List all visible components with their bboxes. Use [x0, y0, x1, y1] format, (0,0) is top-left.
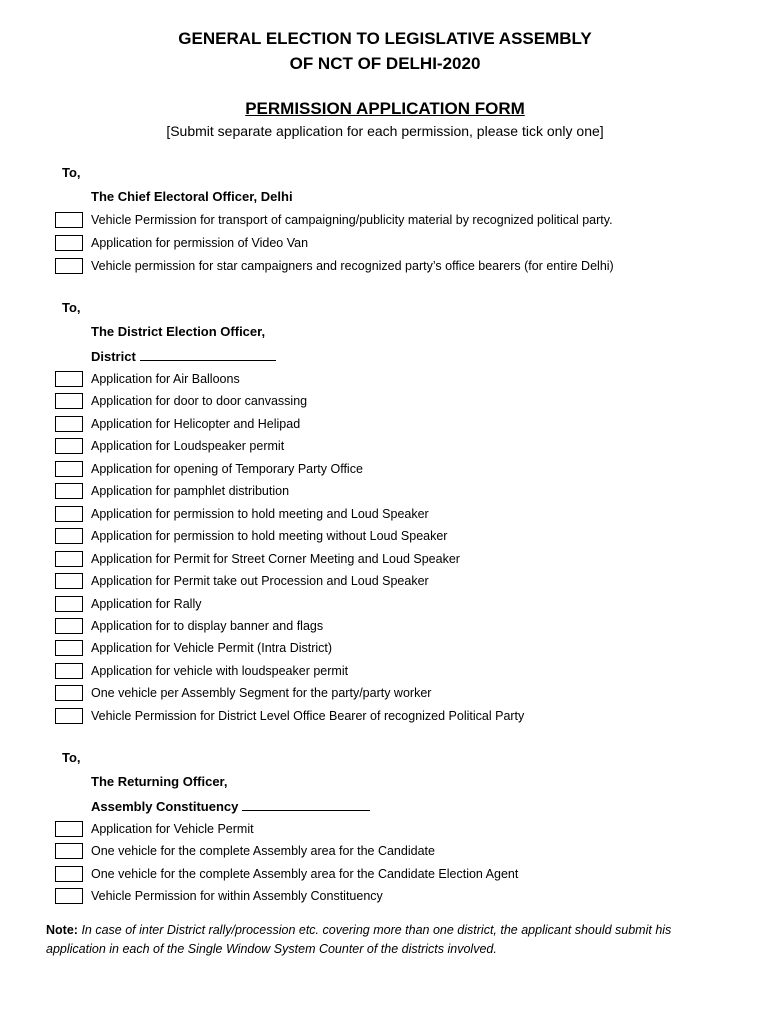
checkbox[interactable] [55, 596, 83, 612]
checkbox-label: Application for opening of Temporary Party Office [91, 462, 363, 476]
checkbox[interactable] [55, 573, 83, 589]
checkbox-item[interactable] [55, 841, 435, 861]
checkbox[interactable] [55, 212, 83, 228]
checkbox-label: Application for Vehicle Permit (Intra District) [91, 641, 333, 655]
checkbox[interactable] [55, 618, 83, 634]
section-2-addressee: The District Election Officer, [91, 324, 266, 339]
section-3-addressee: The Returning Officer, [91, 774, 228, 789]
checkbox[interactable] [55, 708, 83, 724]
checkbox-item[interactable] [55, 819, 254, 839]
checkbox-item[interactable] [55, 504, 429, 524]
checkbox[interactable] [55, 371, 83, 387]
checkbox[interactable] [55, 843, 83, 859]
checkbox[interactable] [55, 438, 83, 454]
assembly-constituency-input-line[interactable] [242, 798, 370, 811]
checkbox-label: Application for permission to hold meeting and Loud Speaker [91, 507, 429, 521]
section-3-to: To, [62, 750, 81, 765]
checkbox-label: Application for Rally [91, 597, 202, 611]
checkbox-item[interactable] [55, 459, 363, 479]
checkbox[interactable] [55, 551, 83, 567]
checkbox-item[interactable] [55, 683, 431, 703]
checkbox[interactable] [55, 235, 83, 251]
checkbox-item[interactable] [55, 526, 447, 546]
checkbox[interactable] [55, 461, 83, 477]
section-1-to: To, [62, 165, 81, 180]
checkbox-item[interactable] [55, 638, 332, 658]
checkbox-item[interactable] [55, 256, 614, 276]
assembly-constituency-field-label: Assembly Constituency [91, 799, 239, 814]
checkbox-item[interactable] [55, 436, 284, 456]
header-title-line-1: GENERAL ELECTION TO LEGISLATIVE ASSEMBLY [178, 29, 592, 48]
checkbox-item[interactable] [55, 616, 323, 636]
checkbox-item[interactable] [55, 706, 524, 726]
checkbox-item[interactable] [55, 886, 383, 906]
checkbox-item[interactable] [55, 369, 240, 389]
form-title: PERMISSION APPLICATION FORM [245, 99, 525, 118]
checkbox[interactable] [55, 888, 83, 904]
checkbox-label: Application for vehicle with loudspeaker permit [91, 664, 349, 678]
checkbox-item[interactable] [55, 661, 348, 681]
checkbox-label: Application for Air Balloons [91, 372, 240, 386]
checkbox[interactable] [55, 663, 83, 679]
checkbox[interactable] [55, 821, 83, 837]
checkbox[interactable] [55, 393, 83, 409]
checkbox-item[interactable] [55, 571, 429, 591]
note-label: Note: [46, 923, 78, 937]
footer-note [46, 921, 726, 959]
checkbox-label: Application for Loudspeaker permit [91, 439, 285, 453]
checkbox-label: One vehicle per Assembly Segment for the party/party worker [91, 686, 432, 700]
form-subtitle: [Submit separate application for each permission, please tick only one] [166, 123, 604, 139]
checkbox-label: Application for Helicopter and Helipad [91, 417, 301, 431]
checkbox-label: Application for to display banner and flags [91, 619, 324, 633]
checkbox[interactable] [55, 506, 83, 522]
checkbox-label: Vehicle Permission for within Assembly Constituency [91, 889, 383, 903]
district-input-line[interactable] [140, 348, 276, 361]
checkbox-label: Application for permission to hold meeting without Loud Speaker [91, 529, 448, 543]
checkbox[interactable] [55, 416, 83, 432]
district-field-label: District [91, 349, 136, 364]
assembly-constituency-field[interactable] [91, 798, 370, 815]
checkbox-label: Application for Vehicle Permit [91, 822, 254, 836]
checkbox-label: Vehicle Permission for District Level Office Bearer of recognized Political Party [91, 709, 525, 723]
checkbox-item[interactable] [55, 233, 308, 253]
checkbox[interactable] [55, 685, 83, 701]
checkbox-item[interactable] [55, 864, 518, 884]
checkbox[interactable] [55, 258, 83, 274]
note-text: In case of inter District rally/procession etc. covering more than one district, the applicant should submit his application in each of the Single Window System Counter of the districts involved. [46, 923, 672, 956]
checkbox-label: Vehicle permission for star campaigners and recognized party’s office bearers (for entire Delhi) [91, 259, 614, 273]
district-field[interactable] [91, 348, 276, 365]
checkbox-item[interactable] [55, 481, 289, 501]
checkbox-item[interactable] [55, 210, 613, 230]
section-2-to: To, [62, 300, 81, 315]
checkbox-item[interactable] [55, 594, 201, 614]
checkbox-label: Application for pamphlet distribution [91, 484, 290, 498]
checkbox-label: One vehicle for the complete Assembly area for the Candidate Election Agent [91, 867, 519, 881]
checkbox-label: One vehicle for the complete Assembly area for the Candidate [91, 844, 435, 858]
checkbox[interactable] [55, 483, 83, 499]
checkbox-label: Application for Permit take out Procession and Loud Speaker [91, 574, 429, 588]
checkbox-label: Application for permission of Video Van [91, 236, 309, 250]
checkbox-label: Application for Permit for Street Corner Meeting and Loud Speaker [91, 552, 460, 566]
checkbox[interactable] [55, 866, 83, 882]
section-1-addressee: The Chief Electoral Officer, Delhi [91, 189, 293, 204]
checkbox-label: Application for door to door canvassing [91, 394, 308, 408]
checkbox[interactable] [55, 528, 83, 544]
checkbox-item[interactable] [55, 549, 460, 569]
checkbox-item[interactable] [55, 391, 307, 411]
checkbox[interactable] [55, 640, 83, 656]
checkbox-item[interactable] [55, 414, 300, 434]
header-title-line-2: OF NCT OF DELHI-2020 [289, 54, 481, 73]
checkbox-label: Vehicle Permission for transport of campaigning/publicity material by recognized political party. [91, 213, 613, 227]
